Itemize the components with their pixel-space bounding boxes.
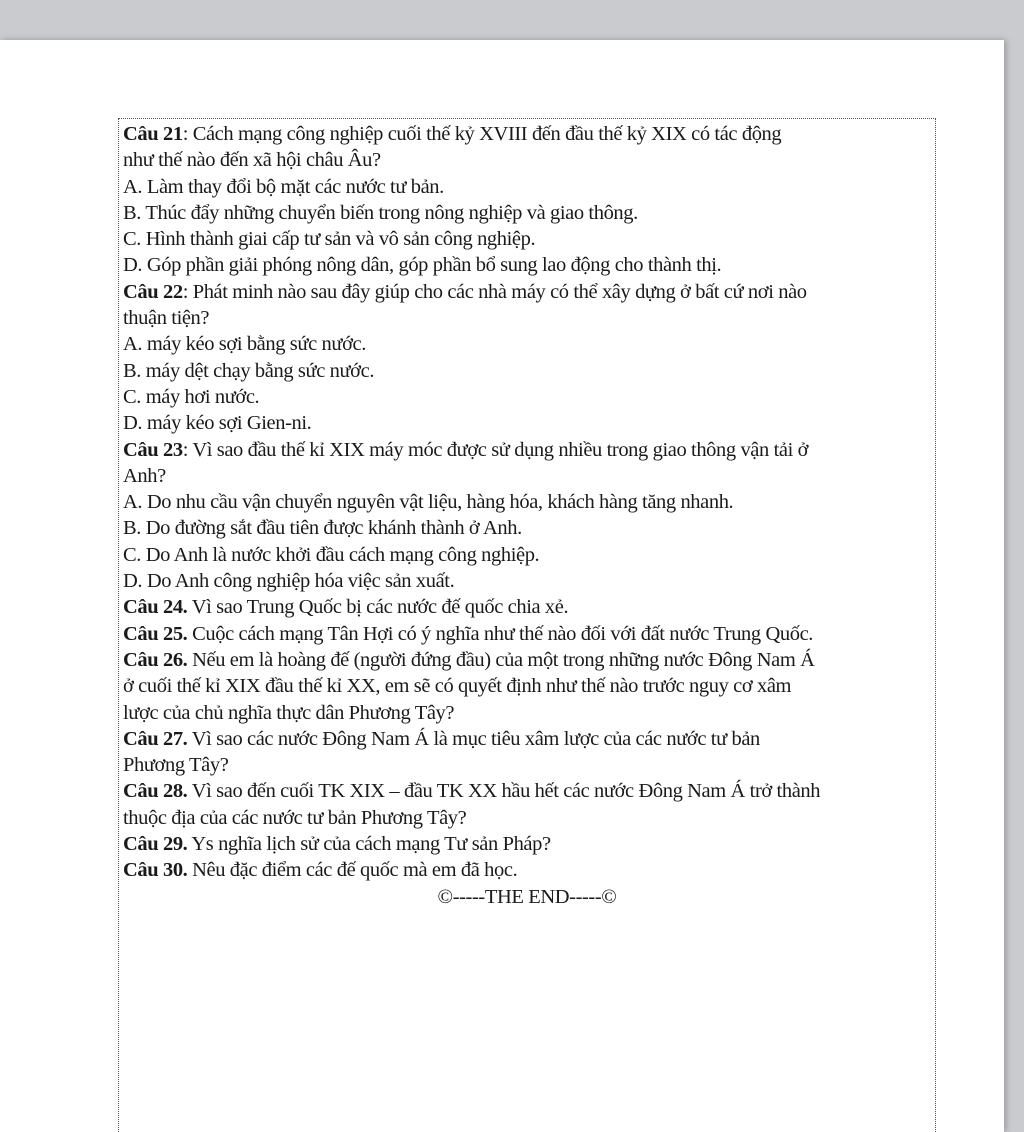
question-25: Câu 25. Cuộc cách mạng Tân Hợi có ý nghĩa như thế nào đối với đất nước Trung Quốc.	[123, 622, 813, 645]
option-b: B. máy dệt chạy bằng sức nước.	[123, 359, 375, 382]
option-c: C. máy hơi nước.	[123, 385, 260, 408]
question-label: Câu 23	[123, 438, 183, 461]
question-label: Câu 24.	[123, 596, 188, 619]
question-label: Câu 29.	[123, 833, 188, 856]
option-c: C. Do Anh là nước khởi đầu cách mạng công nghiệp.	[123, 543, 540, 566]
option-a: A. Do nhu cầu vận chuyển nguyên vật liệu, hàng hóa, khách hàng tăng nhanh.	[123, 491, 734, 514]
question-30: Câu 30. Nêu đặc điểm các đế quốc mà em đã học.	[123, 859, 518, 882]
option-c: C. Hình thành giai cấp tư sản và vô sản công nghiệp.	[123, 228, 536, 251]
document-page	[0, 40, 1004, 1132]
question-26-continued-2: lược của chủ nghĩa thực dân Phương Tây?	[123, 701, 455, 724]
question-22: Câu 22: Phát minh nào sau đây giúp cho các nhà máy có thể xây dựng ở bất cứ nơi nào	[123, 280, 807, 303]
the-end-line: ©-----THE END-----©	[437, 885, 617, 908]
question-21-continued: như thế nào đến xã hội châu Âu?	[123, 149, 381, 172]
question-21: Câu 21: Cách mạng công nghiệp cuối thế kỷ XVIII đến đầu thế kỷ XIX có tác động	[123, 123, 782, 145]
option-d: D. Do Anh công nghiệp hóa việc sản xuất.	[123, 570, 455, 593]
question-28-continued: thuộc địa của các nước tư bản Phương Tây?	[123, 806, 467, 829]
option-d: D. Góp phần giải phóng nông dân, góp phần bổ sung lao động cho thành thị.	[123, 254, 722, 277]
question-24: Câu 24. Vì sao Trung Quốc bị các nước đế quốc chia xẻ.	[123, 596, 569, 619]
option-d: D. máy kéo sợi Gien-ni.	[123, 412, 312, 435]
question-label: Câu 30.	[123, 859, 188, 882]
question-label: Câu 22	[123, 280, 183, 303]
question-27: Câu 27. Vì sao các nước Đông Nam Á là mục tiêu xâm lược của các nước tư bản	[123, 727, 760, 750]
question-label: Câu 21	[123, 123, 183, 145]
text-frame[interactable]	[118, 118, 936, 1132]
question-28: Câu 28. Vì sao đến cuối TK XIX – đầu TK XX hầu hết các nước Đông Nam Á trở thành	[123, 780, 821, 803]
option-a: A. máy kéo sợi bằng sức nước.	[123, 333, 366, 356]
question-26: Câu 26. Nếu em là hoàng đế (người đứng đầu) của một trong những nước Đông Nam Á	[123, 648, 815, 671]
question-22-continued: thuận tiện?	[123, 307, 210, 330]
option-b: B. Do đường sắt đầu tiên được khánh thành ở Anh.	[123, 517, 522, 540]
option-b: B. Thúc đẩy những chuyển biến trong nông nghiệp và giao thông.	[123, 201, 638, 224]
question-29: Câu 29. Ys nghĩa lịch sử của cách mạng Tư sản Pháp?	[123, 833, 551, 856]
question-27-continued: Phương Tây?	[123, 754, 229, 777]
question-26-continued: ở cuối thế kỉ XIX đầu thế kỉ XX, em sẽ có quyết định như thế nào trước nguy cơ xâm	[123, 675, 792, 698]
question-label: Câu 28.	[123, 780, 188, 803]
question-23: Câu 23: Vì sao đầu thế kỉ XIX máy móc được sử dụng nhiều trong giao thông vận tải ở	[123, 438, 809, 461]
question-label: Câu 27.	[123, 727, 188, 750]
option-a: A. Làm thay đổi bộ mặt các nước tư bản.	[123, 175, 444, 198]
question-label: Câu 26.	[123, 648, 188, 671]
question-label: Câu 25.	[123, 622, 188, 645]
question-23-continued: Anh?	[123, 464, 166, 487]
